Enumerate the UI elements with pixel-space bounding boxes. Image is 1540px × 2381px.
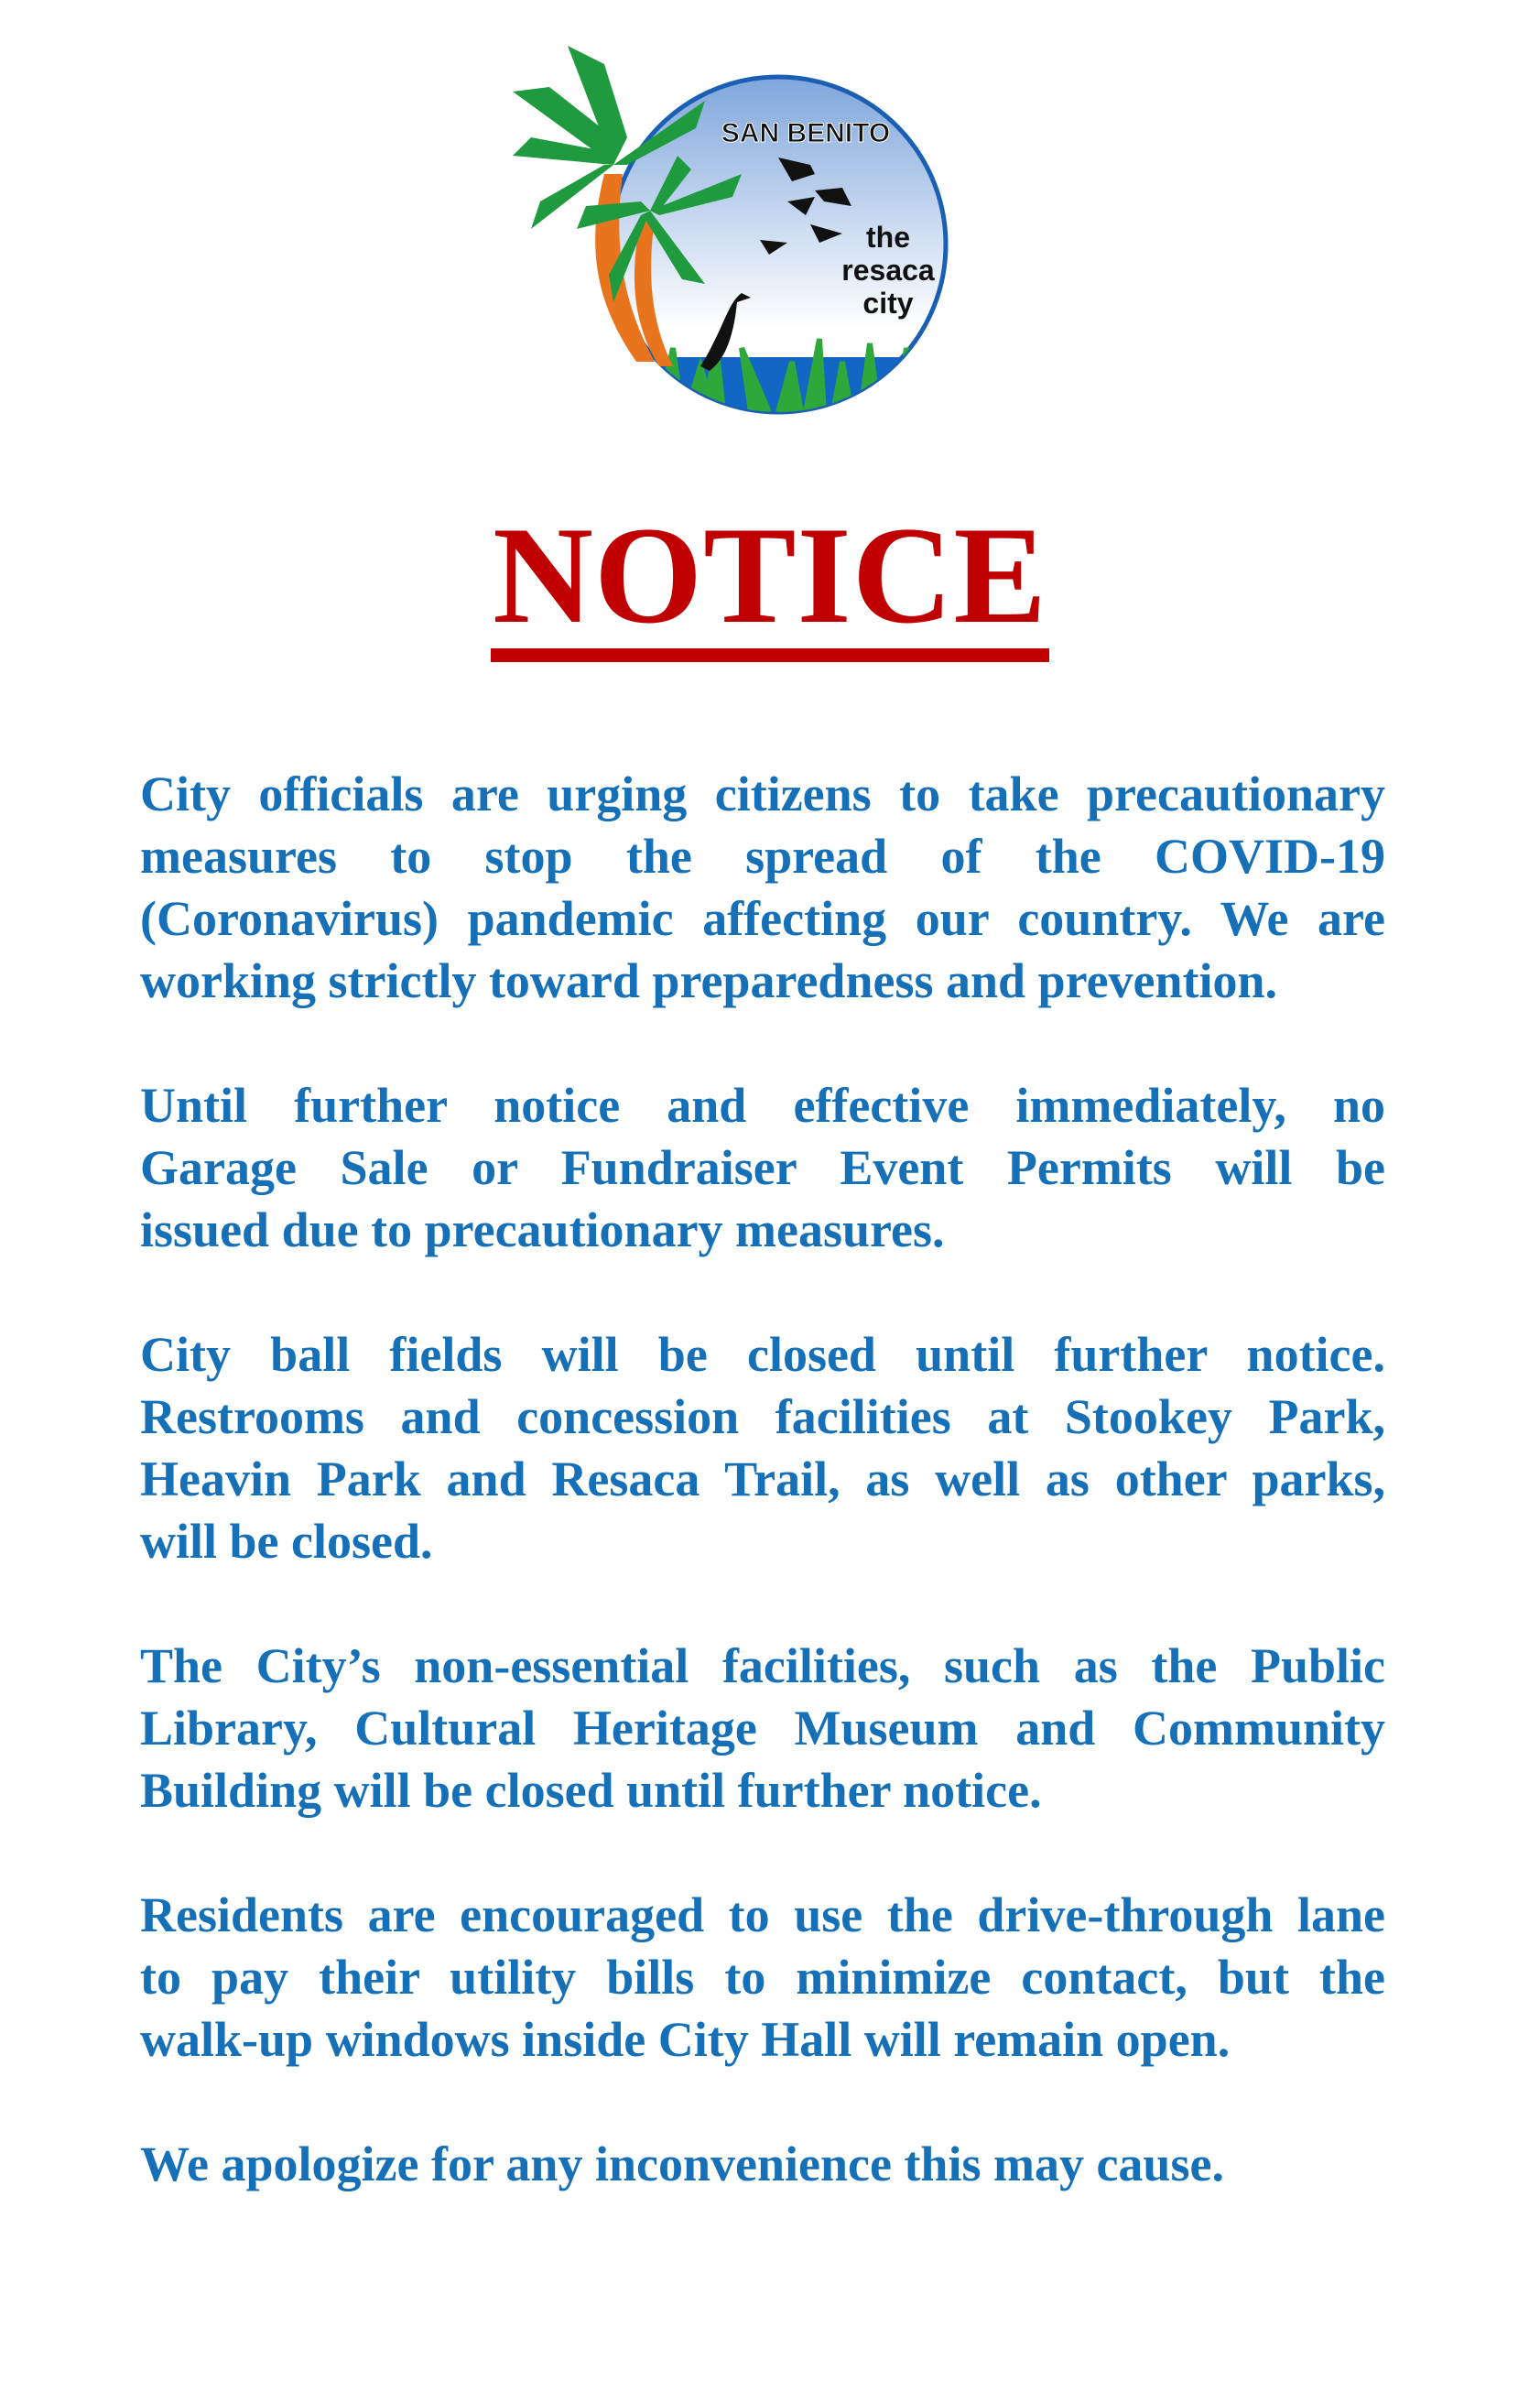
notice-heading: NOTICE bbox=[491, 502, 1049, 662]
logo-tagline-line: city bbox=[862, 287, 914, 320]
paragraph-line: Restrooms and concession facilities at Stookey Park, bbox=[140, 1389, 1385, 1444]
logo-tagline-line: resaca bbox=[841, 254, 935, 287]
notice-paragraph bbox=[140, 2133, 1385, 2195]
logo-tagline-line: the bbox=[866, 221, 910, 254]
paragraph-line: Library, Cultural Heritage Museum and Community bbox=[140, 1701, 1385, 1756]
notice-paragraph bbox=[140, 1323, 1385, 1572]
notice-paragraph bbox=[140, 1074, 1385, 1261]
notice-body bbox=[140, 763, 1385, 2257]
paragraph-line: (Coronavirus) pandemic affecting our country. We are bbox=[140, 891, 1385, 946]
city-logo bbox=[476, 27, 971, 430]
logo-top-text: SAN BENITO bbox=[721, 118, 891, 148]
paragraph-line: Residents are encouraged to use the drive-through lane bbox=[140, 1887, 1385, 1942]
paragraph-line: walk-up windows inside City Hall will remain open. bbox=[140, 2012, 1231, 2067]
paragraph-line: to pay their utility bills to minimize contact, but the bbox=[140, 1950, 1385, 2005]
paragraph-line: Until further notice and effective immediately, no bbox=[140, 1078, 1385, 1133]
notice-heading-wrap bbox=[0, 498, 1540, 662]
notice-paragraph bbox=[140, 1884, 1385, 2071]
paragraph-line: Heavin Park and Resaca Trail, as well as other parks, bbox=[140, 1451, 1385, 1506]
paragraph-line: working strictly toward preparedness and prevention. bbox=[140, 953, 1278, 1008]
notice-paragraph bbox=[140, 763, 1385, 1012]
paragraph-line: measures to stop the spread of the COVID-19 bbox=[140, 829, 1385, 884]
paragraph-line: The City’s non-essential facilities, such as the Public bbox=[140, 1638, 1385, 1693]
paragraph-line: City officials are urging citizens to take precautionary bbox=[140, 766, 1385, 821]
paragraph-line: issued due to precautionary measures. bbox=[140, 1202, 945, 1257]
paragraph-line: Building will be closed until further notice. bbox=[140, 1763, 1042, 1818]
paragraph-line: We apologize for any inconvenience this may cause. bbox=[140, 2136, 1224, 2191]
paragraph-line: will be closed. bbox=[140, 1514, 433, 1569]
paragraph-line: City ball fields will be closed until further notice. bbox=[140, 1327, 1385, 1382]
paragraph-line: Garage Sale or Fundraiser Event Permits will be bbox=[140, 1140, 1385, 1195]
notice-paragraph bbox=[140, 1635, 1385, 1821]
